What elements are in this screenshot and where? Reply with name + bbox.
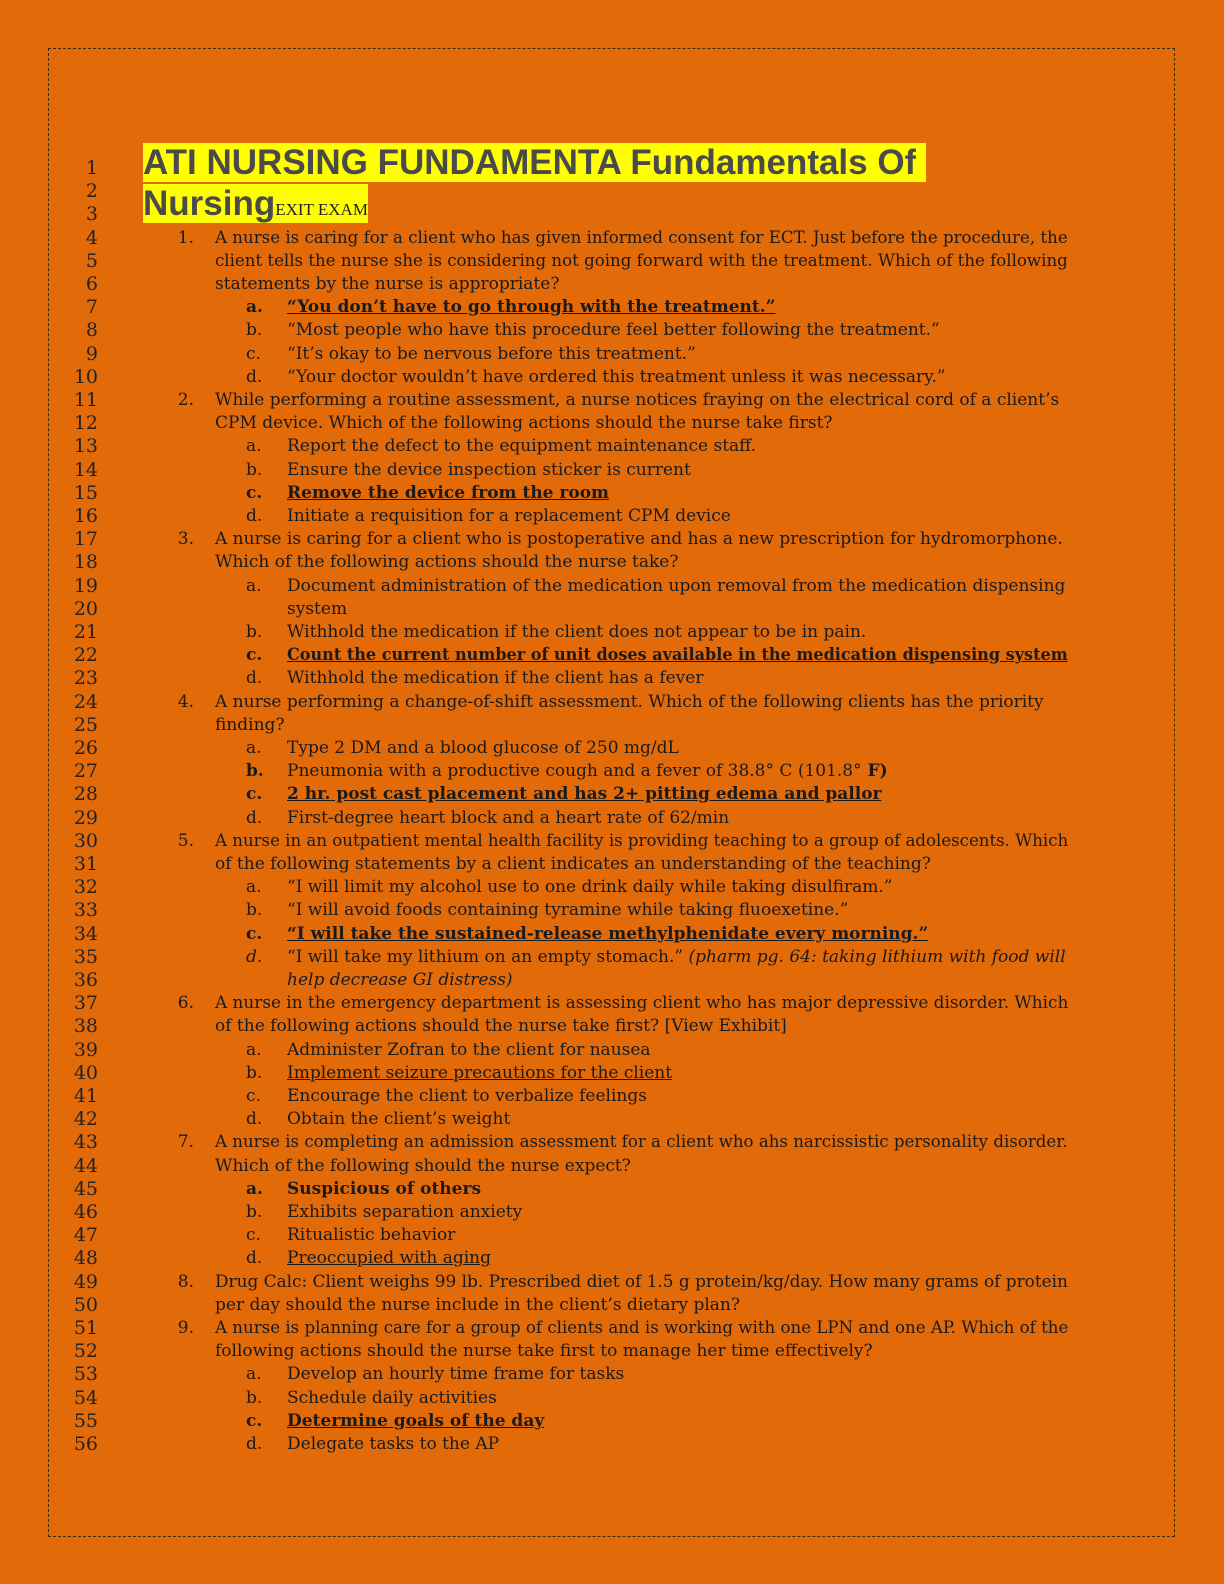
question-text xyxy=(215,1340,873,1363)
question-number: 9. xyxy=(177,1318,194,1338)
title-line-1: ATI NURSING FUNDAMENTA Fundamentals Of xyxy=(143,143,917,182)
line-number: 44 xyxy=(73,1154,98,1177)
question-text xyxy=(215,250,1068,273)
line-number: 13 xyxy=(73,435,98,458)
text-run: of the following statements by a client indicates an understanding of the teaching? xyxy=(215,854,931,874)
line-52 xyxy=(0,1340,1224,1363)
option-letter: b. xyxy=(246,622,263,642)
line-19 xyxy=(0,575,1224,598)
option-text xyxy=(287,459,691,482)
option-text xyxy=(287,505,731,528)
text-run: A nurse is completing an admission assessment for a client who ahs narcissistic personality disorder. xyxy=(215,1132,1068,1153)
line-48 xyxy=(0,1247,1224,1270)
text-run: “It’s okay to be nervous before this treatment.” xyxy=(287,343,696,364)
option-letter: d. xyxy=(246,668,263,689)
line-number: 25 xyxy=(73,713,98,736)
option-text xyxy=(287,899,848,922)
text-run: A nurse performing a change-of-shift assessment. Which of the following clients has the priority xyxy=(215,691,1044,712)
line-number: 19 xyxy=(73,574,98,597)
line-number: 11 xyxy=(73,389,98,411)
line-number: 34 xyxy=(73,922,98,945)
question-text xyxy=(215,412,833,435)
option-text xyxy=(287,1039,651,1062)
line-number: 28 xyxy=(73,783,98,806)
option-letter: a. xyxy=(246,877,262,898)
text-run: “Your doctor wouldn’t have ordered this treatment unless it was necessary.” xyxy=(287,366,946,387)
line-1 xyxy=(0,157,1224,180)
line-number: 52 xyxy=(73,1340,98,1363)
option-letter: b. xyxy=(246,459,263,480)
option-letter: a. xyxy=(246,1364,262,1385)
question-number: 7. xyxy=(177,1132,194,1153)
text-run: Count the current number of unit doses available in the medication dispensing system xyxy=(287,645,1068,666)
option-letter: b. xyxy=(246,900,263,921)
text-run: Determine goals of the day xyxy=(287,1410,545,1431)
question-number: 8. xyxy=(177,1271,194,1292)
line-15 xyxy=(0,482,1224,505)
question-text xyxy=(215,992,1068,1015)
text-run: Withhold the medication if the client does not appear to be in pain. xyxy=(287,622,867,642)
option-text xyxy=(287,737,679,760)
text-run: Schedule daily activities xyxy=(287,1387,497,1408)
line-20 xyxy=(0,598,1224,621)
text-run: Withhold the medication if the client has a fever xyxy=(287,668,704,689)
option-letter: b. xyxy=(246,1062,263,1083)
text-run: Administer Zofran to the client for nausea xyxy=(287,1039,651,1060)
line-5 xyxy=(0,250,1224,273)
line-number: 8 xyxy=(85,319,98,342)
text-run: Report the defect to the equipment maintenance staff. xyxy=(287,436,757,457)
option-letter: a. xyxy=(246,738,262,758)
line-28 xyxy=(0,783,1224,806)
option-text xyxy=(287,621,866,644)
question-number: 6. xyxy=(177,993,194,1014)
line-51 xyxy=(0,1317,1224,1340)
line-47 xyxy=(0,1224,1224,1247)
option-letter: d. xyxy=(246,1109,263,1130)
text-run: Initiate a requisition for a replacement CPM device xyxy=(287,506,731,526)
line-27 xyxy=(0,760,1224,783)
text-run: Ritualistic behavior xyxy=(287,1225,456,1246)
option-letter: c. xyxy=(246,1410,263,1431)
question-text xyxy=(215,1131,1068,1154)
line-number: 39 xyxy=(73,1038,98,1061)
line-16 xyxy=(0,505,1224,528)
text-run: “I will take my lithium on an empty stomach.” xyxy=(287,946,689,967)
option-letter: b. xyxy=(246,761,264,782)
option-text xyxy=(287,1247,491,1270)
option-letter: a. xyxy=(246,1178,263,1199)
option-letter: c. xyxy=(246,482,263,503)
line-34 xyxy=(0,923,1224,946)
line-8 xyxy=(0,319,1224,342)
option-text xyxy=(287,1224,455,1247)
option-letter: a. xyxy=(246,436,262,457)
text-run: Which of the following should the nurse expect? xyxy=(215,1155,631,1176)
text-run: Pneumonia with a productive cough and a fever of 38.8° C (101.8° xyxy=(287,761,862,782)
line-35 xyxy=(0,946,1224,969)
line-43 xyxy=(0,1131,1224,1154)
line-38 xyxy=(0,1015,1224,1038)
line-41 xyxy=(0,1085,1224,1108)
option-letter: c. xyxy=(246,645,263,666)
text-run-2: (pharm pg. 64: taking lithium with food will xyxy=(688,946,1066,967)
text-run: Which of the following actions should the nurse take? xyxy=(215,552,679,573)
line-44 xyxy=(0,1155,1224,1178)
option-text xyxy=(287,760,888,783)
option-text xyxy=(287,1062,672,1085)
text-run: finding? xyxy=(215,714,285,735)
text-run: “I will limit my alcohol use to one drink daily while taking disulfiram.” xyxy=(287,877,893,898)
option-text xyxy=(287,783,882,806)
question-text xyxy=(287,969,513,992)
option-text xyxy=(287,343,696,366)
line-number: 56 xyxy=(73,1433,98,1455)
question-text xyxy=(215,830,1068,853)
question-number: 2. xyxy=(177,390,194,410)
line-24 xyxy=(0,691,1224,714)
line-4 xyxy=(0,227,1224,250)
line-number: 53 xyxy=(73,1363,98,1386)
line-50 xyxy=(0,1294,1224,1317)
line-32 xyxy=(0,876,1224,899)
option-text xyxy=(287,923,928,946)
line-25 xyxy=(0,714,1224,737)
option-text xyxy=(287,1433,499,1456)
line-29 xyxy=(0,807,1224,830)
option-letter: b. xyxy=(246,1387,263,1408)
option-letter: b. xyxy=(246,1202,263,1222)
text-run: “Most people who have this procedure feel better following the treatment.” xyxy=(287,320,940,341)
text-run: Delegate tasks to the AP xyxy=(287,1434,500,1454)
line-number: 12 xyxy=(73,412,98,435)
option-letter: d. xyxy=(246,366,263,387)
line-56 xyxy=(0,1433,1224,1456)
line-10 xyxy=(0,366,1224,389)
line-number: 45 xyxy=(73,1177,98,1200)
option-text xyxy=(287,1085,647,1108)
text-run: Ensure the device inspection sticker is current xyxy=(287,459,691,480)
line-21 xyxy=(0,621,1224,644)
line-9 xyxy=(0,343,1224,366)
option-text xyxy=(287,482,609,505)
text-run: client tells the nurse she is considering not going forward with the treatment. Which of the following xyxy=(215,250,1068,271)
line-number: 55 xyxy=(73,1409,98,1432)
line-18 xyxy=(0,551,1224,574)
text-run: help decrease GI distress) xyxy=(287,970,513,990)
question-text xyxy=(215,389,1059,412)
question-text xyxy=(215,551,678,574)
line-number: 15 xyxy=(73,481,98,504)
line-number: 20 xyxy=(73,597,98,620)
title-line-2: Nursing xyxy=(143,184,276,223)
text-run: Remove the device from the room xyxy=(287,482,610,503)
option-text xyxy=(287,435,756,458)
line-number: 18 xyxy=(73,551,98,574)
option-letter: c. xyxy=(246,923,263,944)
line-number: 22 xyxy=(73,644,98,667)
line-37 xyxy=(0,992,1224,1015)
line-number: 17 xyxy=(73,528,98,551)
line-number: 43 xyxy=(73,1131,98,1154)
line-22 xyxy=(0,644,1224,667)
text-run: “I will avoid foods containing tyramine while taking fluoexetine.” xyxy=(287,900,849,921)
text-run: A nurse in the emergency department is assessing client who has major depressive disorder. Which xyxy=(215,993,1069,1014)
line-49 xyxy=(0,1271,1224,1294)
line-number: 33 xyxy=(73,899,98,922)
line-number: 32 xyxy=(73,876,98,899)
option-text xyxy=(287,1178,481,1201)
text-run: Develop an hourly time frame for tasks xyxy=(287,1364,625,1385)
line-11 xyxy=(0,389,1224,412)
line-number: 26 xyxy=(73,737,98,759)
text-run: Implement seizure precautions for the client xyxy=(287,1062,673,1083)
question-text xyxy=(215,528,1063,551)
text-run: “I will take the sustained-release methylphenidate every morning.” xyxy=(287,923,929,944)
line-number: 48 xyxy=(73,1247,98,1270)
text-run: A nurse is planning care for a group of clients and is working with one LPN and one AP. Which of the xyxy=(215,1318,1069,1338)
option-letter: d. xyxy=(246,1248,263,1269)
option-letter: c. xyxy=(246,784,263,805)
text-run: following actions should the nurse take first to manage her time effectively? xyxy=(215,1341,873,1362)
line-number: 6 xyxy=(85,273,98,295)
question-text xyxy=(215,1015,787,1038)
line-55 xyxy=(0,1410,1224,1433)
text-run: “You don’t have to go through with the treatment.” xyxy=(287,297,776,318)
line-54 xyxy=(0,1387,1224,1410)
option-letter: d. xyxy=(246,506,263,526)
line-number: 10 xyxy=(73,365,98,388)
question-number: 3. xyxy=(177,529,194,550)
text-run: of the following actions should the nurse take first? [View Exhibit] xyxy=(215,1016,787,1037)
line-number: 3 xyxy=(85,203,98,226)
text-run: system xyxy=(287,598,348,619)
line-number: 29 xyxy=(73,806,98,829)
line-36 xyxy=(0,969,1224,992)
text-run: Drug Calc: Client weighs 99 lb. Prescribed diet of 1.5 g protein/kg/day. How many grams of protein xyxy=(215,1271,1068,1292)
text-run: Preoccupied with aging xyxy=(287,1248,491,1269)
option-letter: a. xyxy=(246,1039,262,1060)
line-number: 41 xyxy=(73,1085,98,1107)
option-letter: a. xyxy=(246,297,263,318)
line-53 xyxy=(0,1363,1224,1386)
question-text xyxy=(215,1271,1068,1294)
line-number: 49 xyxy=(73,1270,98,1293)
option-text xyxy=(287,1410,544,1433)
text-run: While performing a routine assessment, a nurse notices fraying on the electrical cord of a client’s xyxy=(215,390,1060,410)
option-text xyxy=(287,946,1066,969)
line-42 xyxy=(0,1108,1224,1131)
question-number: 4. xyxy=(177,691,194,712)
question-number: 1. xyxy=(177,227,194,248)
option-text xyxy=(287,644,1068,667)
question-text xyxy=(215,853,931,876)
text-run: 2 hr. post cast placement and has 2+ pitting edema and pallor xyxy=(287,784,882,805)
line-45 xyxy=(0,1178,1224,1201)
line-number: 4 xyxy=(85,226,98,249)
line-number: 2 xyxy=(85,180,98,203)
text-run: CPM device. Which of the following actions should the nurse take first? xyxy=(215,413,833,434)
line-30 xyxy=(0,830,1224,853)
option-text xyxy=(287,667,703,690)
text-run: A nurse in an outpatient mental health facility is providing teaching to a group of adolescents. Which xyxy=(215,830,1069,851)
line-3 xyxy=(0,203,1224,226)
question-number: 5. xyxy=(177,830,194,851)
line-number: 23 xyxy=(73,667,98,690)
question-text xyxy=(215,1317,1068,1340)
text-run: Type 2 DM and a blood glucose of 250 mg/dL xyxy=(287,738,679,758)
line-31 xyxy=(0,853,1224,876)
text-run: Encourage the client to verbalize feelings xyxy=(287,1086,647,1106)
question-text xyxy=(215,1294,740,1317)
text-run: Document administration of the medication upon removal from the medication dispensing xyxy=(287,575,1066,596)
text-run: First-degree heart block and a heart rate of 62/min xyxy=(287,807,730,828)
option-text xyxy=(287,876,893,899)
option-text xyxy=(287,366,946,389)
line-number: 50 xyxy=(73,1293,98,1316)
option-text xyxy=(287,296,775,319)
option-text xyxy=(287,319,940,342)
text-run: per day should the nurse include in the client’s dietary plan? xyxy=(215,1294,740,1315)
line-17 xyxy=(0,528,1224,551)
line-7 xyxy=(0,296,1224,319)
line-number: 24 xyxy=(73,690,98,713)
line-number: 21 xyxy=(73,621,98,643)
line-23 xyxy=(0,667,1224,690)
option-text xyxy=(287,575,1065,598)
line-number: 40 xyxy=(73,1061,98,1084)
line-39 xyxy=(0,1039,1224,1062)
line-number: 9 xyxy=(85,342,98,365)
line-26 xyxy=(0,737,1224,760)
line-13 xyxy=(0,435,1224,458)
question-text xyxy=(287,598,347,621)
line-6 xyxy=(0,273,1224,296)
option-letter: c. xyxy=(246,1225,261,1246)
line-number: 7 xyxy=(85,296,98,319)
line-number: 46 xyxy=(73,1201,98,1223)
option-text xyxy=(287,1363,624,1386)
option-text xyxy=(287,807,729,830)
text-run: statements by the nurse is appropriate? xyxy=(215,274,560,294)
line-12 xyxy=(0,412,1224,435)
option-letter: d. xyxy=(246,946,263,967)
question-text xyxy=(215,1155,631,1178)
question-text xyxy=(215,714,285,737)
line-number: 1 xyxy=(85,157,98,179)
option-letter: a. xyxy=(246,575,262,596)
question-text xyxy=(215,227,1068,250)
text-run: Suspicious of others xyxy=(287,1178,482,1199)
text-run: Obtain the client’s weight xyxy=(287,1109,511,1130)
line-33 xyxy=(0,899,1224,922)
line-number: 51 xyxy=(73,1317,98,1339)
option-letter: d. xyxy=(246,1434,263,1454)
line-2 xyxy=(0,180,1224,203)
option-text xyxy=(287,1387,497,1410)
line-number: 14 xyxy=(73,458,98,481)
option-letter: b. xyxy=(246,320,263,341)
text-run-2: F) xyxy=(861,761,888,782)
line-number: 31 xyxy=(73,853,98,875)
option-text xyxy=(287,1201,522,1224)
question-text xyxy=(215,273,559,296)
option-letter: d. xyxy=(246,807,263,828)
option-text xyxy=(287,1108,510,1131)
line-14 xyxy=(0,459,1224,482)
line-number: 36 xyxy=(73,969,98,991)
line-number: 35 xyxy=(73,945,98,968)
line-40 xyxy=(0,1062,1224,1085)
line-number: 47 xyxy=(73,1224,98,1247)
line-number: 38 xyxy=(73,1015,98,1038)
line-number: 37 xyxy=(73,992,98,1015)
line-number: 5 xyxy=(85,249,98,272)
text-run: A nurse is caring for a client who is postoperative and has a new prescription for hydromorphone. xyxy=(215,529,1063,550)
line-46 xyxy=(0,1201,1224,1224)
option-letter: c. xyxy=(246,343,261,364)
line-number: 42 xyxy=(73,1108,98,1131)
title-subtitle: EXIT EXAM xyxy=(275,200,368,219)
line-number: 54 xyxy=(73,1386,98,1409)
line-number: 30 xyxy=(73,829,98,852)
line-number: 16 xyxy=(73,505,98,527)
line-number: 27 xyxy=(73,760,98,783)
text-run: Exhibits separation anxiety xyxy=(287,1202,523,1222)
text-run: A nurse is caring for a client who has given informed consent for ECT. Just before the procedure, the xyxy=(215,227,1068,248)
option-letter: c. xyxy=(246,1086,261,1106)
question-text xyxy=(215,691,1044,714)
